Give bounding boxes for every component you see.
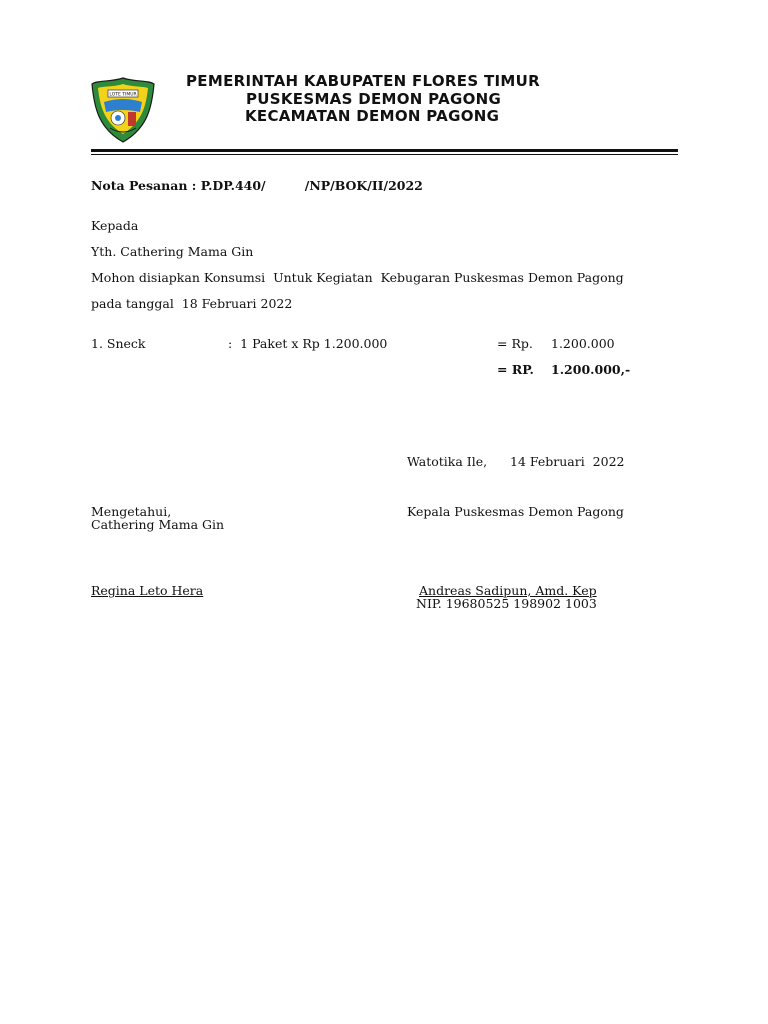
total-amount: 1.200.000,- bbox=[551, 362, 631, 377]
recipient: Yth. Cathering Mama Gin bbox=[91, 244, 254, 259]
item-equals: = Rp. bbox=[497, 336, 533, 351]
header-line-1: PEMERINTAH KABUPATEN FLORES TIMUR bbox=[186, 72, 540, 90]
header-line-2: PUSKESMAS DEMON PAGONG bbox=[246, 90, 502, 108]
item-detail: : 1 Paket x Rp 1.200.000 bbox=[228, 336, 388, 351]
right-signature-title: Kepala Puskesmas Demon Pagong bbox=[407, 504, 624, 519]
date: 14 Februari 2022 bbox=[510, 454, 625, 469]
right-signatory-nip: NIP. 19680525 198902 1003 bbox=[416, 596, 597, 611]
salutation: Kepada bbox=[91, 218, 139, 233]
body-line-1: Mohon disiapkan Konsumsi Untuk Kegiatan Kebugaran Puskesmas Demon Pagong bbox=[91, 270, 624, 285]
left-signature-title-2: Cathering Mama Gin bbox=[91, 517, 225, 532]
left-signature-title-1: Mengetahui, bbox=[91, 504, 172, 519]
header-line-3: KECAMATAN DEMON PAGONG bbox=[245, 107, 500, 125]
left-signatory-name: Regina Leto Hera bbox=[91, 583, 204, 598]
header-rule-thick bbox=[91, 149, 678, 152]
body-line-2: pada tanggal 18 Februari 2022 bbox=[91, 296, 293, 311]
item-amount: 1.200.000 bbox=[551, 336, 615, 351]
place: Watotika Ile, bbox=[407, 454, 488, 469]
order-number: Nota Pesanan : P.DP.440/ /NP/BOK/II/2022 bbox=[91, 178, 423, 193]
header-rule-thin bbox=[91, 154, 678, 155]
item-name: 1. Sneck bbox=[91, 336, 146, 351]
logo-text: LOTE TIMUR bbox=[109, 92, 137, 98]
regency-emblem-logo bbox=[90, 76, 156, 144]
total-label: = RP. bbox=[497, 362, 534, 377]
right-signatory-name: Andreas Sadipun, Amd. Kep bbox=[419, 583, 597, 598]
